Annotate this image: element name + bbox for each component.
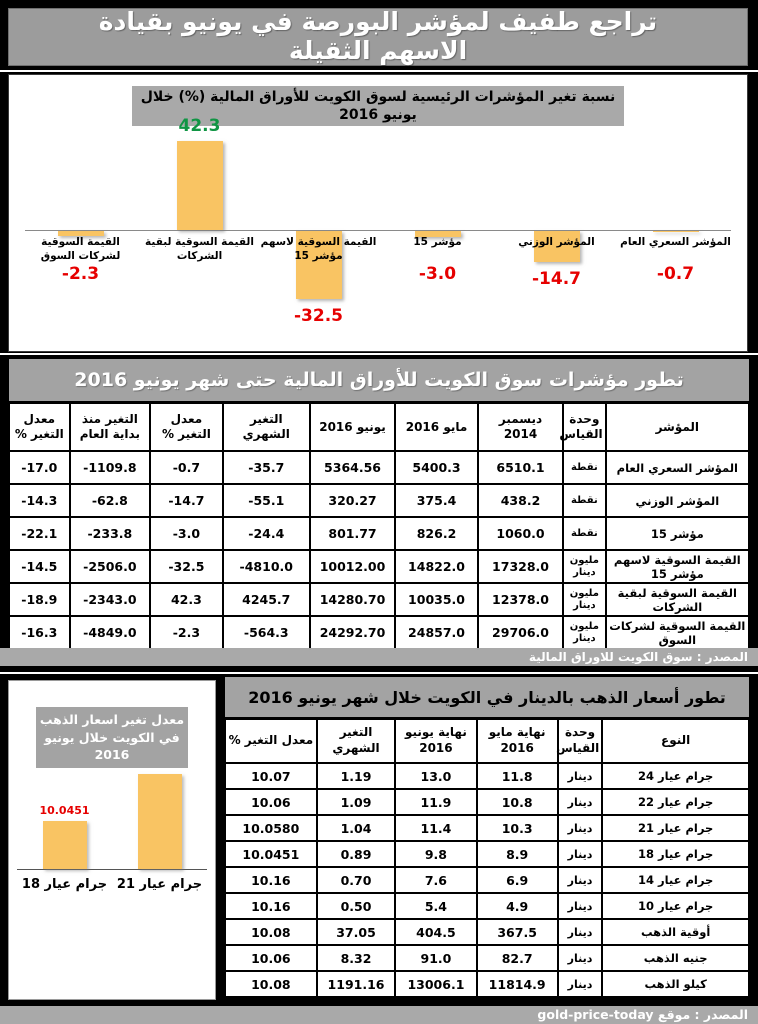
table-cell: 82.7 [477,945,558,971]
row-label: القيمة السوقية لاسهم مؤشر 15 [606,550,749,583]
table-cell: 0.89 [317,841,396,867]
table-cell: دينار [558,893,603,919]
table-cell: دينار [558,789,603,815]
table-cell: 10.16 [225,893,317,919]
table-cell: -16.3 [9,616,70,649]
row-label: جرام عيار 24 [602,763,749,789]
category-label: جرام عيار 21 [116,877,203,892]
chart-bar-group [616,75,735,351]
table-row [225,763,749,789]
main-headline: تراجع طفيف لمؤشر البورصة في يونيو بقيادة الاسهم الثقيلة [98,7,658,65]
table-cell: مليون دينار [563,616,606,649]
category-label: القيمة السوقية لشركات السوق [40,236,121,263]
table-cell: 10.16 [225,867,317,893]
column-header: نهاية يونيو 2016 [395,719,476,763]
table-cell: -18.9 [9,583,70,616]
column-header: ديسمبر 2014 [478,403,563,451]
table-cell: -0.7 [150,451,222,484]
bar [43,821,87,869]
table-cell: دينار [558,841,603,867]
value-label: -0.7 [656,264,695,284]
table-cell: -62.8 [70,484,151,517]
table-cell: 4245.7 [223,583,310,616]
table-cell: 91.0 [395,945,476,971]
column-header: معدل التغير % [225,719,317,763]
table-cell: 10035.0 [395,583,478,616]
column-header: التغير الشهري [223,403,310,451]
table-cell: نقطة [563,484,606,517]
table-cell: -55.1 [223,484,310,517]
gold-prices-table [224,718,750,998]
table-cell: نقطة [563,517,606,550]
table-cell: 37.05 [317,919,396,945]
table-cell: -2343.0 [70,583,151,616]
table-row [225,893,749,919]
separator-line [0,70,758,72]
gold-change-chart [8,680,216,1000]
table-cell: 1.04 [317,815,396,841]
table-cell: 8.9 [477,841,558,867]
table-row [9,583,749,616]
separator-line [0,672,758,674]
bar [138,774,182,869]
table-cell: 24292.70 [310,616,395,649]
category-label: المؤشر السعري العام [620,236,731,248]
table-cell: دينار [558,867,603,893]
market-table-source: المصدر : سوق الكويت للاوراق المالية [0,648,758,666]
table-cell: 13.0 [395,763,476,789]
table-cell: 801.77 [310,517,395,550]
table-row [9,517,749,550]
value-label: -2.3 [61,264,100,284]
row-label: جنيه الذهب [602,945,749,971]
table-cell: -17.0 [9,451,70,484]
category-label: مؤشر 15 [413,236,462,248]
table-cell: 320.27 [310,484,395,517]
table-cell: -22.1 [9,517,70,550]
table-cell: مليون دينار [563,583,606,616]
chart-bar-group [21,75,140,351]
category-label: جرام عيار 18 [21,877,108,892]
row-label: كيلو الذهب [602,971,749,997]
column-header: وحدة القياس [563,403,606,451]
row-label: المؤشر الوزني [606,484,749,517]
column-header: التغير منذ بداية العام [70,403,151,451]
table-cell: 12378.0 [478,583,563,616]
table-cell: -32.5 [150,550,222,583]
table-cell: 17328.0 [478,550,563,583]
table-cell: 1.09 [317,789,396,815]
row-label: جرام عيار 21 [602,815,749,841]
table-cell: -4810.0 [223,550,310,583]
table-row [9,451,749,484]
table-cell: 11.9 [395,789,476,815]
row-label: جرام عيار 10 [602,893,749,919]
table-cell: 42.3 [150,583,222,616]
table-cell: 6510.1 [478,451,563,484]
table-cell: 10.06 [225,945,317,971]
table-cell: 10.3 [477,815,558,841]
column-header: مايو 2016 [395,403,478,451]
table-cell: 13006.1 [395,971,476,997]
table-cell: 375.4 [395,484,478,517]
value-label: -32.5 [294,306,343,327]
value-label: -14.7 [532,268,581,289]
index-change-chart [8,74,748,352]
table-cell: 404.5 [395,919,476,945]
table-cell: 5400.3 [395,451,478,484]
bar [653,231,699,232]
gold-chart-title: معدل تغير اسعار الذهب في الكويت خلال يونيو 2016 [36,707,188,768]
table-cell: 1191.16 [317,971,396,997]
table-cell: -14.5 [9,550,70,583]
table-cell: دينار [558,763,603,789]
table-cell: -233.8 [70,517,151,550]
table-cell: 11.4 [395,815,476,841]
table-cell: -14.7 [150,484,222,517]
table-row [225,919,749,945]
table-cell: 8.32 [317,945,396,971]
gold-table-source: المصدر : موقع gold-price-today [0,1006,758,1024]
row-label: القيمة السوقية لبقية الشركات [606,583,749,616]
table-row [9,550,749,583]
table-row [9,484,749,517]
column-header: يونيو 2016 [310,403,395,451]
table-cell: -2.3 [150,616,222,649]
column-header: التغير الشهري [317,719,396,763]
main-headline-bar [8,8,748,66]
table-cell: 10.08 [225,919,317,945]
table-cell: 1.19 [317,763,396,789]
row-label: جرام عيار 22 [602,789,749,815]
table-cell: دينار [558,815,603,841]
table-cell: دينار [558,919,603,945]
table-header-row [225,719,749,763]
table-cell: 10.06 [225,789,317,815]
value-label: 10.0451 [39,804,90,817]
table-cell: 1060.0 [478,517,563,550]
table-row [225,841,749,867]
table-cell: نقطة [563,451,606,484]
row-label: مؤشر 15 [606,517,749,550]
table-cell: -4849.0 [70,616,151,649]
table-row [225,945,749,971]
table-row [9,616,749,649]
table-cell: -14.3 [9,484,70,517]
table-cell: دينار [558,945,603,971]
table-header-row [9,403,749,451]
table-cell: 5364.56 [310,451,395,484]
market-table-title: تطور مؤشرات سوق الكويت للأوراق المالية حتى شهر يونيو 2016 [74,369,684,391]
table-cell: 10.0580 [225,815,317,841]
column-header: النوع [602,719,749,763]
table-cell: 11814.9 [477,971,558,997]
table-cell: 10.07 [225,763,317,789]
column-header: معدل التغير % [9,403,70,451]
value-label: 42.3 [178,116,221,137]
table-row [225,867,749,893]
table-cell: 29706.0 [478,616,563,649]
chart-bar-group [140,75,259,351]
market-indicators-table [8,402,750,650]
table-cell: 11.8 [477,763,558,789]
table-cell: مليون دينار [563,550,606,583]
table-cell: 6.9 [477,867,558,893]
table-cell: 438.2 [478,484,563,517]
table-cell: 7.6 [395,867,476,893]
row-label: المؤشر السعري العام [606,451,749,484]
table-cell: 367.5 [477,919,558,945]
table-cell: -3.0 [150,517,222,550]
separator-line [0,353,758,355]
table-cell: 0.50 [317,893,396,919]
category-label: القيمة السوقية لاسهم مؤشر 15 [260,236,377,263]
table-cell: 10.0451 [225,841,317,867]
column-header: وحدة القياس [558,719,603,763]
row-label: جرام عيار 18 [602,841,749,867]
table-cell: 826.2 [395,517,478,550]
gold-table-title: تطور أسعار الذهب بالدينار في الكويت خلال شهر يونيو 2016 [248,687,726,707]
table-cell: 24857.0 [395,616,478,649]
table-cell: -35.7 [223,451,310,484]
market-table-title-bar [8,358,750,402]
table-row [225,815,749,841]
row-label: جرام عيار 14 [602,867,749,893]
row-label: أوقية الذهب [602,919,749,945]
column-header: نهاية مايو 2016 [477,719,558,763]
table-cell: 14280.70 [310,583,395,616]
table-cell: 10.8 [477,789,558,815]
gold-table-title-bar [224,676,750,718]
category-label: المؤشر الوزني [518,236,595,248]
value-label: -3.0 [418,264,457,284]
table-row [225,789,749,815]
bar [177,141,223,230]
category-label: القيمة السوقية لبقية الشركات [145,236,254,263]
table-cell: -24.4 [223,517,310,550]
table-cell: 10012.00 [310,550,395,583]
table-cell: 4.9 [477,893,558,919]
table-cell: 14822.0 [395,550,478,583]
row-label: القيمة السوقية لشركات السوق [606,616,749,649]
table-cell: -564.3 [223,616,310,649]
chart-title: نسبة تغير المؤشرات الرئيسية لسوق الكويت للأوراق المالية (%) خلال يونيو 2016 [132,86,624,126]
table-cell: 10.08 [225,971,317,997]
table-cell: -1109.8 [70,451,151,484]
table-cell: 9.8 [395,841,476,867]
table-cell: 5.4 [395,893,476,919]
column-header: المؤشر [606,403,749,451]
table-cell: 0.70 [317,867,396,893]
table-row [225,971,749,997]
table-cell: -2506.0 [70,550,151,583]
table-cell: دينار [558,971,603,997]
column-header: معدل التغير % [150,403,222,451]
